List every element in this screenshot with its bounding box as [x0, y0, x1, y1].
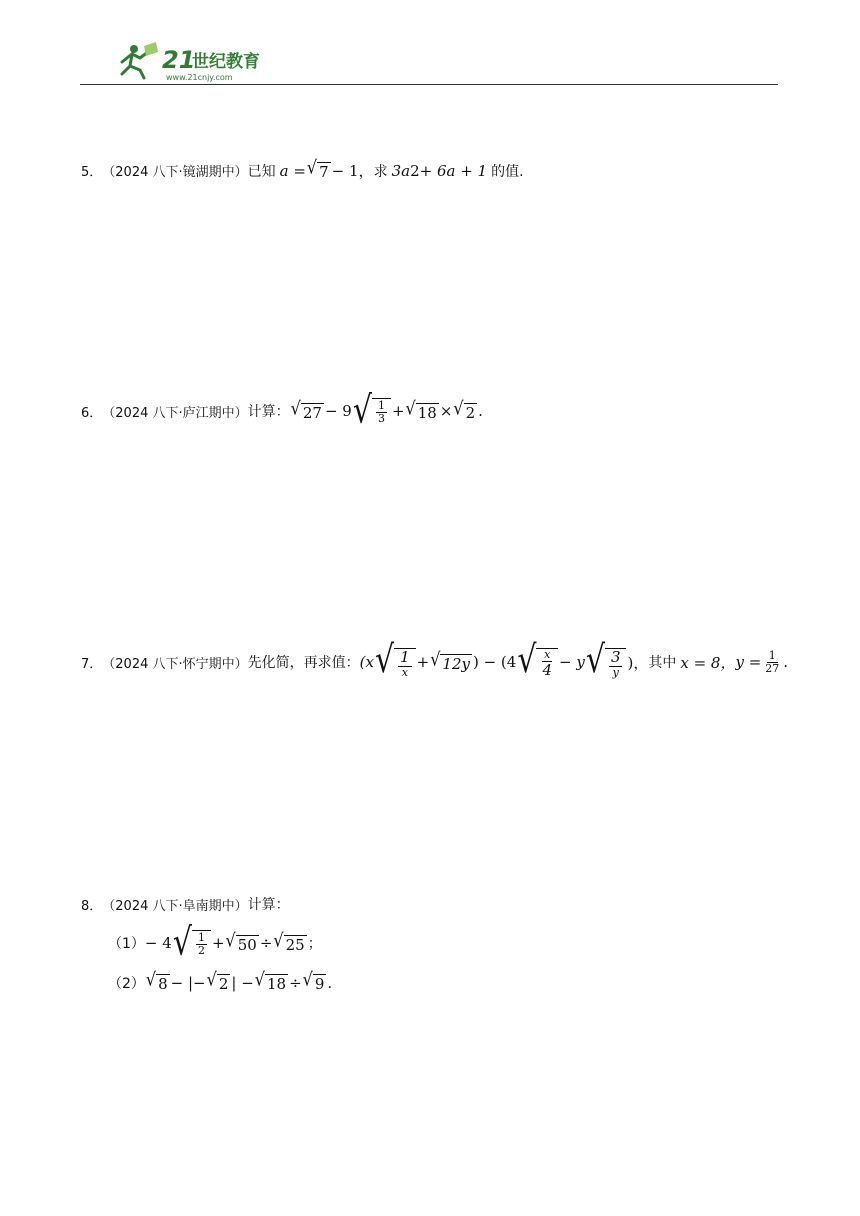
question-text: 计算：	[247, 897, 290, 913]
sqrt-fraction: √ $\frac{1}{2}$	[173, 928, 211, 958]
question-source: （2024 八下·阜南期中）	[102, 898, 248, 914]
question-8-part-1	[108, 920, 322, 965]
question-text: 计算：	[247, 404, 290, 420]
question-source: （2024 八下·怀宁期中）	[102, 656, 248, 672]
question-8	[81, 894, 290, 914]
question-text: 先化简，再求值：	[247, 655, 360, 672]
math-text: − |−	[170, 973, 206, 992]
sqrt: √ 18	[405, 396, 437, 422]
math-text: ÷	[259, 934, 273, 952]
sqrt: √ 8	[145, 968, 168, 993]
sqrt: √ 7	[306, 156, 329, 181]
header-rule	[80, 84, 778, 85]
sqrt-fraction: √ $\frac{3}{y}$	[586, 646, 627, 679]
math-text: ÷	[289, 973, 302, 992]
question-number: 6．	[81, 405, 103, 421]
svg-text:21: 21	[162, 46, 196, 74]
math-text: y =	[735, 653, 762, 672]
svg-text:www.21cnjy.com: www.21cnjy.com	[166, 73, 233, 82]
sqrt: √ 50	[225, 928, 257, 954]
question-text: 其中	[648, 655, 677, 672]
math-text: − 1，	[331, 162, 374, 180]
math-text: +	[416, 653, 430, 672]
math-text: +	[391, 402, 405, 420]
math-text: ) − (4	[472, 653, 517, 672]
sqrt: √ 27	[290, 396, 322, 422]
punctuation: ；	[307, 936, 322, 952]
21cnjy-logo	[104, 40, 304, 84]
question-text: 求	[373, 163, 388, 180]
question-8-part-2	[108, 968, 333, 993]
math-text: ×	[439, 402, 453, 420]
math-text: − 9	[324, 402, 352, 420]
math-text: (x	[359, 653, 374, 672]
question-number: 8．	[81, 898, 103, 914]
question-number: 7．	[81, 656, 103, 672]
svg-text:世纪教育: 世纪教育	[192, 52, 260, 72]
sqrt: √ 12y	[430, 647, 470, 673]
math-text: .	[327, 973, 333, 992]
math-text: +	[211, 934, 225, 952]
question-text: 已知	[247, 163, 276, 180]
page-header	[80, 40, 778, 86]
exponent: 2	[410, 161, 420, 180]
sqrt: √ 25	[273, 928, 305, 954]
math-text: x = 8，	[680, 653, 736, 672]
sqrt: √ 2	[453, 396, 476, 422]
math-text: − y	[559, 653, 585, 672]
part-label: （1）	[108, 936, 145, 952]
math-text: + 6a + 1	[419, 161, 488, 180]
question-5	[81, 156, 524, 181]
question-source: （2024 八下·镜湖期中）	[102, 165, 248, 180]
sqrt-fraction: √ $\frac{1}{x}$	[375, 646, 416, 679]
part-label: （2）	[108, 975, 145, 992]
math-text: | −	[231, 973, 254, 992]
math-text: a =	[279, 161, 306, 180]
question-text: 的值.	[491, 163, 524, 180]
sqrt-fraction: √ $\frac{x}{4}$	[517, 646, 558, 679]
math-text: − 4	[144, 934, 172, 952]
sqrt: √ 9	[302, 968, 325, 993]
fraction: $\frac{1}{27}$	[765, 648, 780, 675]
sqrt-fraction: √ $\frac{1}{3}$	[353, 396, 391, 426]
math-text: 3a	[391, 161, 411, 180]
math-text: .	[478, 402, 483, 420]
sqrt: √ 18	[254, 968, 287, 993]
question-7	[81, 638, 789, 682]
math-text: .	[783, 653, 789, 672]
question-number: 5．	[81, 165, 103, 180]
math-text: )，	[627, 653, 649, 672]
sqrt: √ 2	[206, 968, 229, 993]
question-6	[81, 388, 483, 433]
question-source: （2024 八下·庐江期中）	[102, 405, 248, 421]
